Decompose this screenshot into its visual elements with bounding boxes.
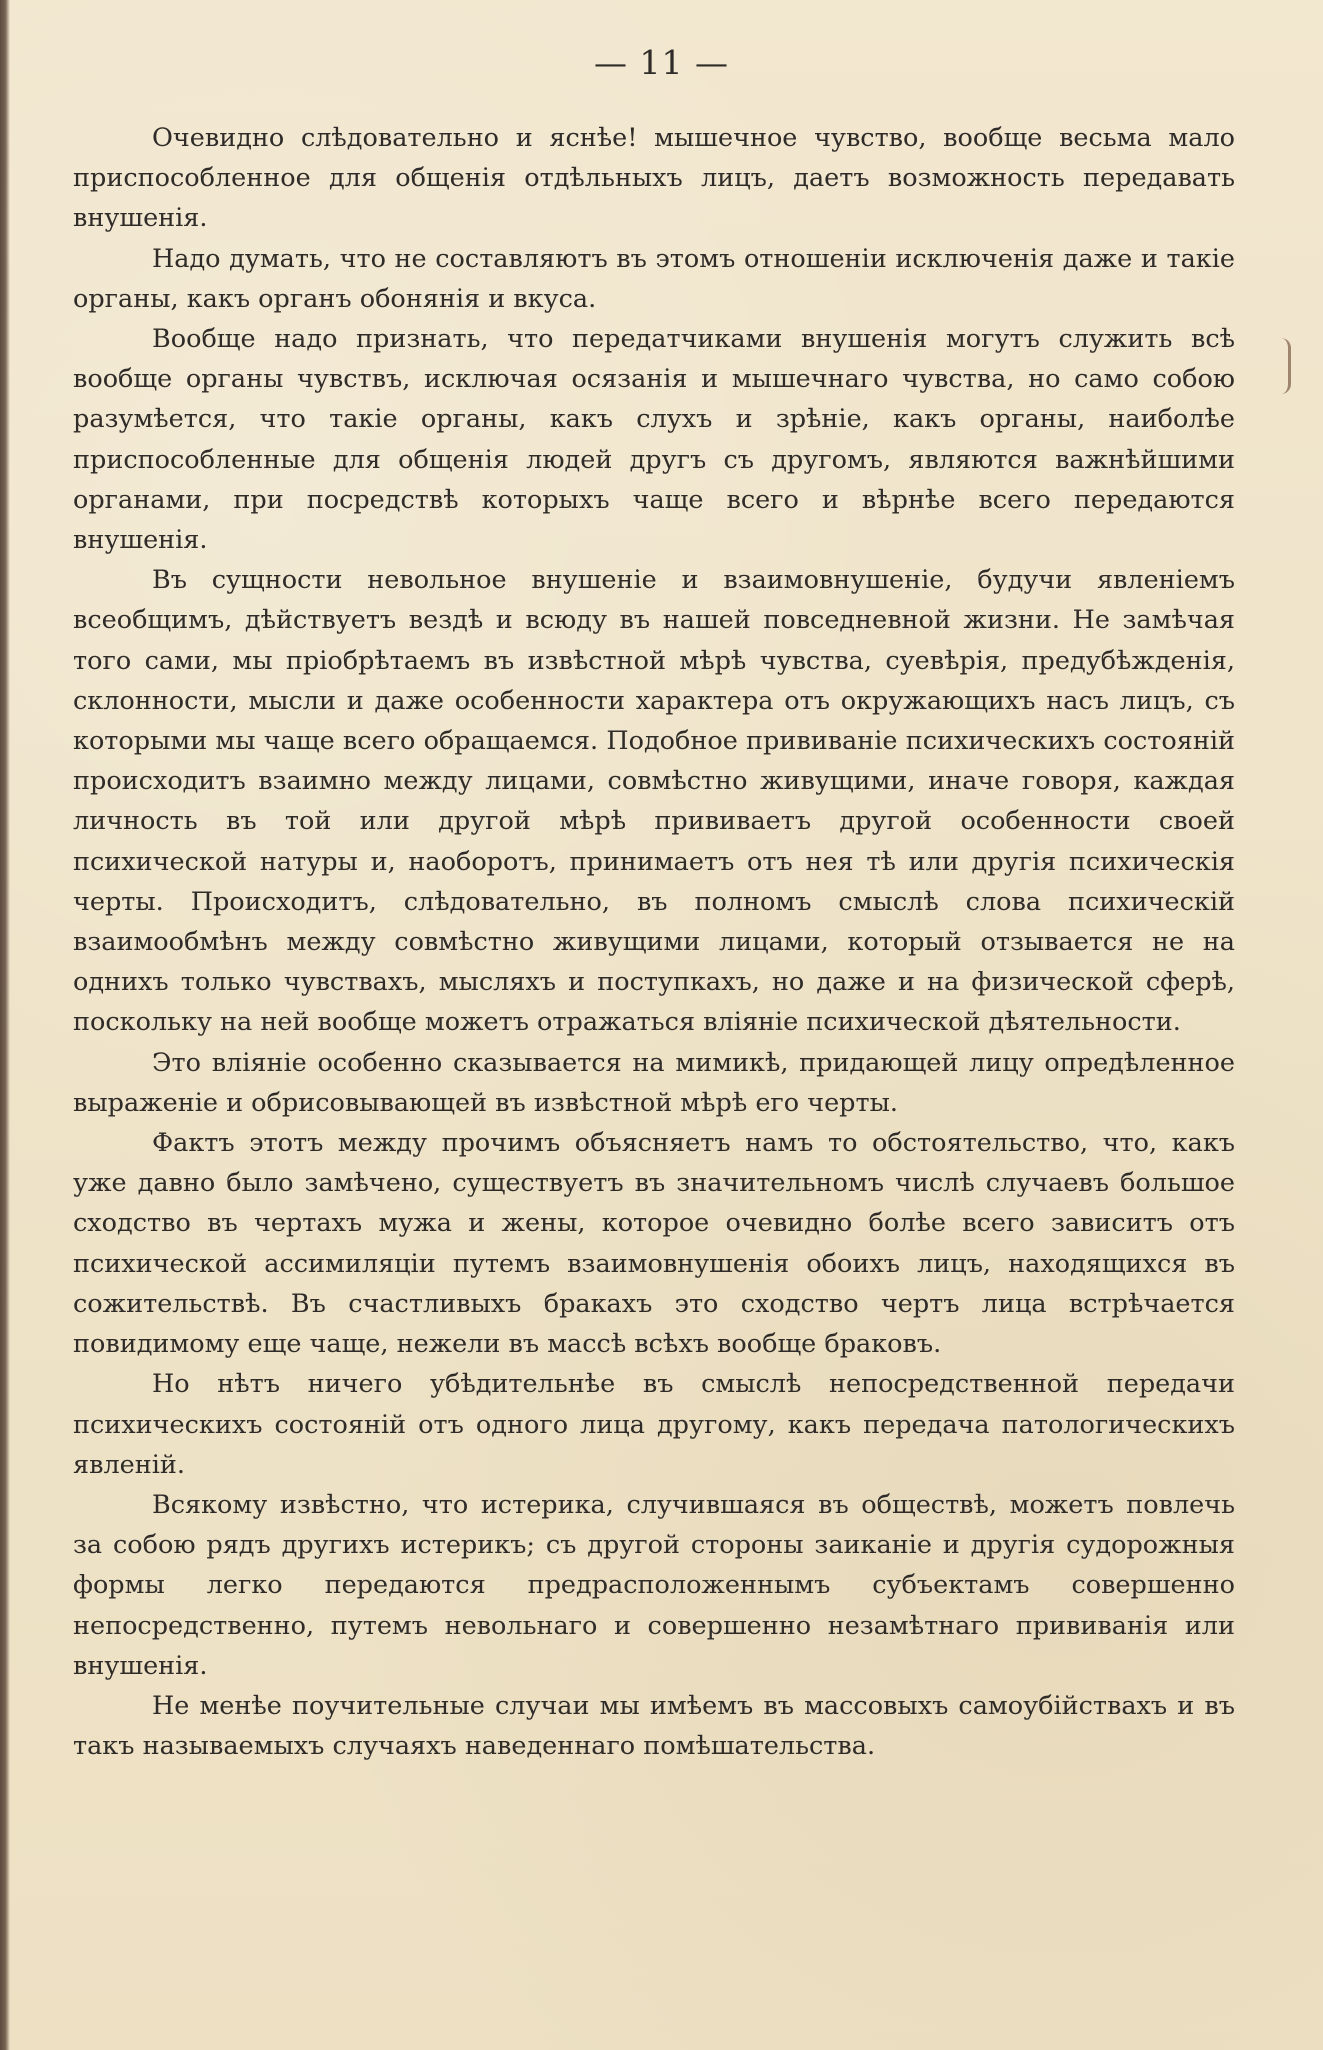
paragraph-1: Очевидно слѣдовательно и яснѣе! мышечное чувство, вообще весьма мало приспособленное для общенія отдѣльныхъ лицъ, даетъ возможность передавать внушенія.: [73, 123, 1235, 234]
margin-mark: [1276, 338, 1291, 394]
paragraph-8: Всякому извѣстно, что истерика, случившаяся въ обществѣ, можетъ повлечь за собою рядъ другихъ истерикъ; съ другой стороны заиканіе и другія судорожныя формы легко передаются предрасположеннымъ субъектамъ совершенно непосредственно, путемъ невольнаго и совершенно незамѣтнаго прививанія или внушенія.: [73, 1489, 1235, 1681]
paragraph-7: Но нѣтъ ничего убѣдительнѣе въ смыслѣ непосредственной передачи психическихъ состояній отъ одного лица другому, какъ передача патологическихъ явленій.: [73, 1369, 1235, 1480]
paragraph-2: Надо думать, что не составляютъ въ этомъ отношеніи исключенія даже и такіе органы, какъ органъ обонянія и вкуса.: [73, 243, 1235, 314]
paragraph-9: Не менѣе поучительные случаи мы имѣемъ въ массовыхъ самоубійствахъ и въ такъ называемыхъ случаяхъ наведеннаго помѣшательства.: [73, 1690, 1235, 1762]
paragraph-5: Это вліяніе особенно сказывается на мимикѣ, придающей лицу опредѣленное выраженіе и обрисовывающей въ извѣстной мѣрѣ его черты.: [73, 1047, 1235, 1118]
paragraph-4: Въ сущности невольное внушеніе и взаимовнушеніе, будучи явленіемъ всеобщимъ, дѣйствуетъ вездѣ и всюду въ нашей повседневной жизни. Не замѣчая того сами, мы пріобрѣтаемъ въ извѣстной мѣрѣ чувства, суевѣрія, предубѣжденія, склонности, мысли и даже особенности характера отъ окружающихъ насъ лицъ, съ которыми мы чаще всего обращаемся. Подобное прививаніе психическихъ состояній происходитъ взаимно между лицами, совмѣстно живущими, иначе говоря, каждая личность въ той или другой мѣрѣ прививаетъ другой особенности своей психической натуры и, наоборотъ, принимаетъ отъ нея тѣ или другія психическія черты. Происходитъ, слѣдовательно, въ полномъ смыслѣ слова психическій взаимообмѣнъ между совмѣстно живущими лицами, который отзывается не на однихъ только чувствахъ, мысляхъ и поступкахъ, но даже и на физической сферѣ, поскольку на ней вообще можетъ отражаться вліяніе психической дѣятельности.: [73, 565, 1235, 1038]
page-text: [73, 118, 1235, 1766]
page-number: — 11 —: [594, 43, 729, 82]
paragraph-3: Вообще надо признать, что передатчиками внушенія могутъ служить всѣ вообще органы чувствъ, исключая осязанія и мышечнаго чувства, но само собою разумѣется, что такіе органы, какъ слухъ и зрѣніе, какъ органы, наиболѣе приспособленные для общенія людей другъ съ другомъ, являются важнѣйшими органами, при посредствѣ которыхъ чаще всего и вѣрнѣе всего передаются внушенія.: [73, 324, 1235, 556]
page-left-edge: [0, 0, 10, 2050]
paragraph-6: Фактъ этотъ между прочимъ объясняетъ намъ то обстоятельство, что, какъ уже давно было замѣчено, существуетъ въ значительномъ числѣ случаевъ большое сходство въ чертахъ мужа и жены, которое очевидно болѣе всего зависитъ отъ психической ассимиляціи путемъ взаимовнушенія обоихъ лицъ, находящихся въ сожительствѣ. Въ счастливыхъ бракахъ это сходство чертъ лица встрѣчается повидимому еще чаще, нежели въ массѣ всѣхъ вообще браковъ.: [73, 1128, 1235, 1360]
